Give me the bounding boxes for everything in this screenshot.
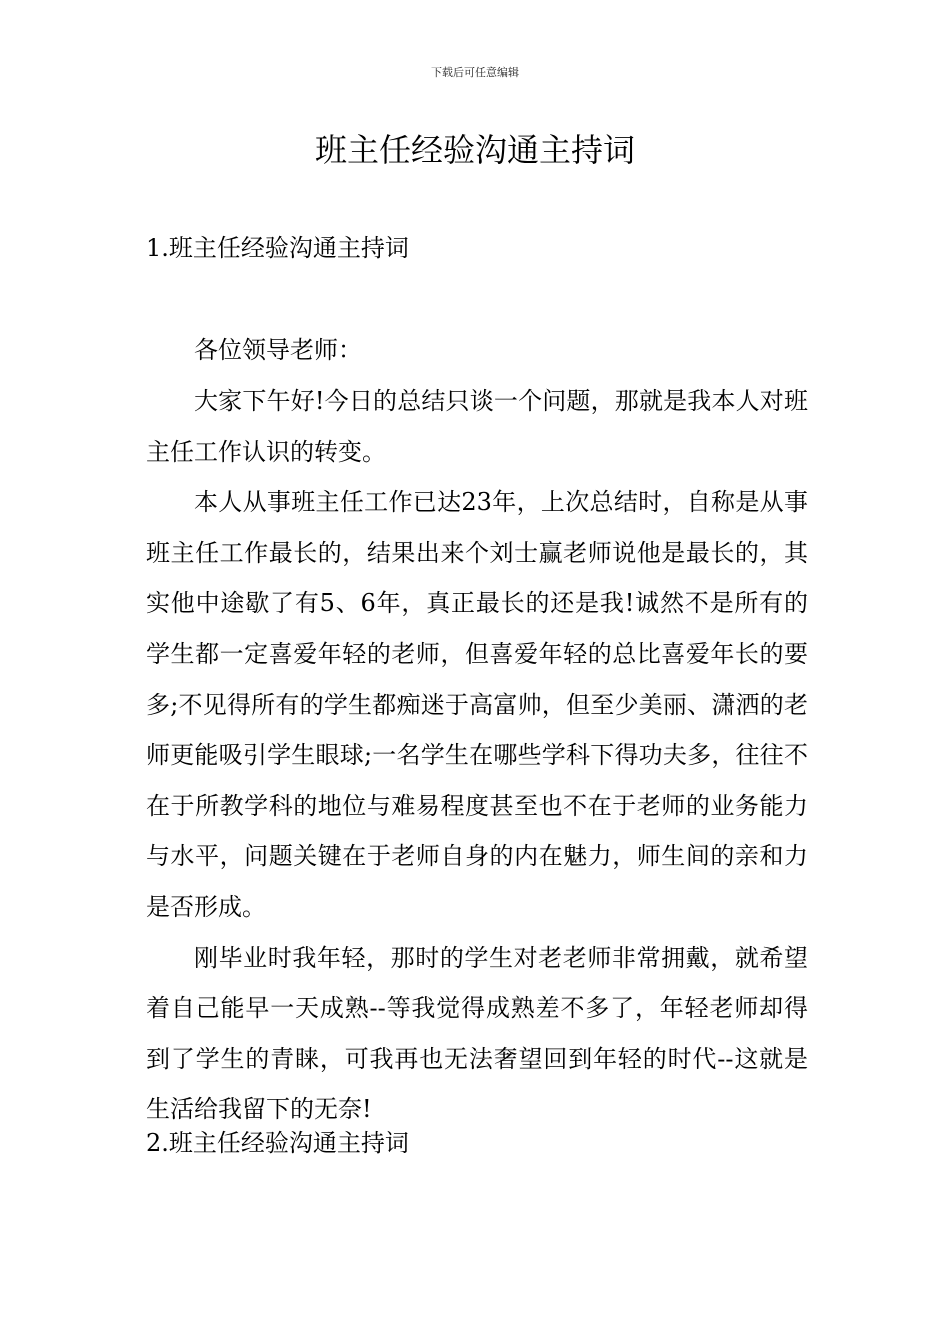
body-paragraphs xyxy=(146,376,808,1135)
greeting-line: 各位领导老师： xyxy=(194,336,362,364)
header-note: 下载后可任意编辑 xyxy=(431,66,519,79)
section-heading-1: 1.班主任经验沟通主持词 xyxy=(146,234,409,262)
paragraph-3: 刚毕业时我年轻，那时的学生对老老师非常拥戴，就希望着自己能早一天成熟--等我觉得成熟差不多了，年轻老师却得到了学生的青睐，可我再也无法奢望回到年轻的时代--这就是生活给我留下的无奈! xyxy=(146,943,808,1124)
section-heading-2: 2.班主任经验沟通主持词 xyxy=(146,1129,409,1157)
paragraph-1: 大家下午好!今日的总结只谈一个问题，那就是我本人对班主任工作认识的转变。 xyxy=(146,387,808,466)
document-title: 班主任经验沟通主持词 xyxy=(314,131,635,169)
paragraph-2: 本人从事班主任工作已达23年，上次总结时，自称是从事班主任工作最长的，结果出来个刘士赢老师说他是最长的，其实他中途歇了有5、6年，真正最长的还是我!诚然不是所有的学生都一定喜爱年轻的老师，但喜爱年轻的总比喜爱年长的要多;不见得所有的学生都痴迷于高富帅，但至少美丽、潇洒的老师更能吸引学生眼球;一名学生在哪些学科下得功夫多，往往不在于所教学科的地位与难易程度甚至也不在于老师的业务能力与水平，问题关键在于老师自身的内在魅力，师生间的亲和力是否形成。 xyxy=(146,488,808,921)
